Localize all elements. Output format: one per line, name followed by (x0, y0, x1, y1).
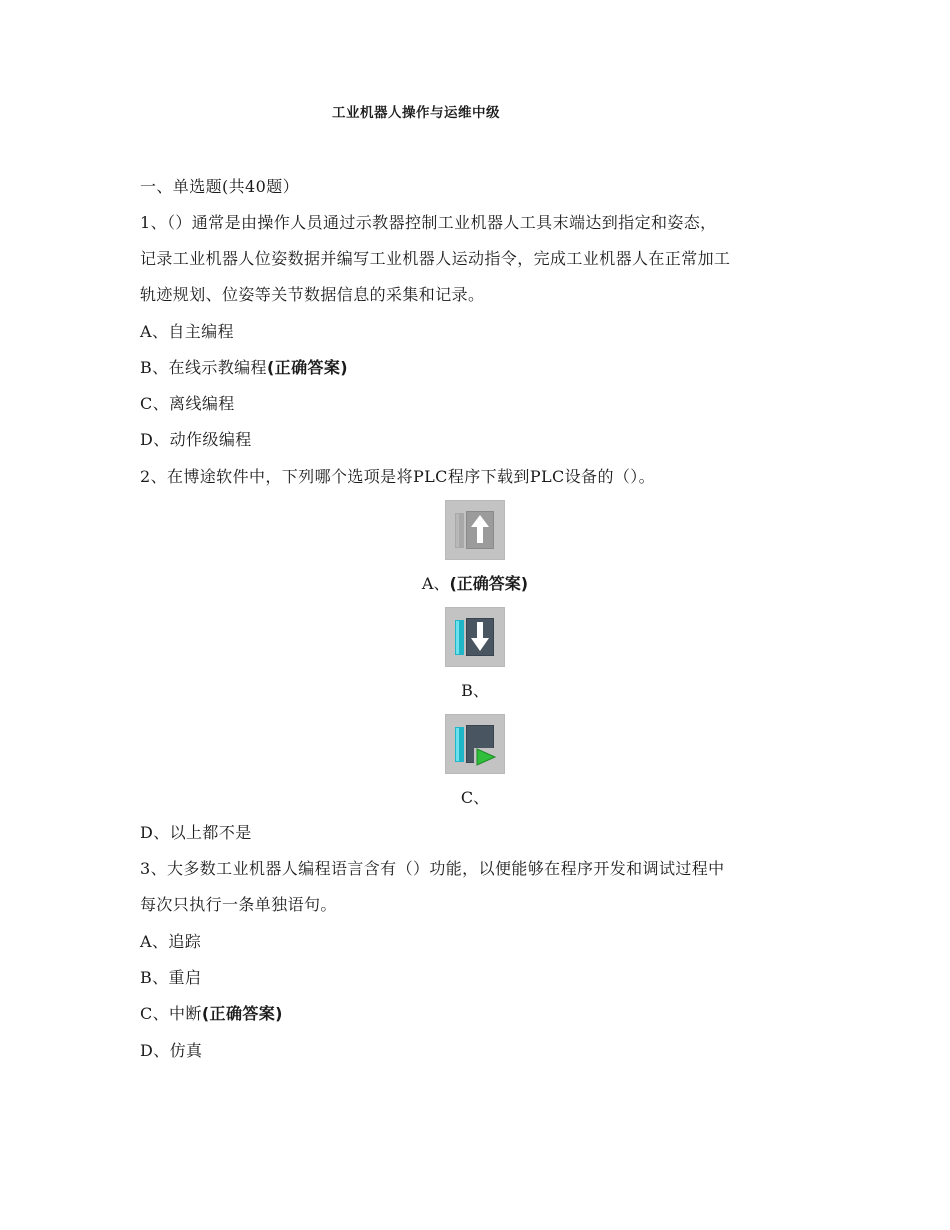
question-1-option-a: A、自主编程 (140, 322, 234, 341)
correct-answer-mark: (正确答案) (449, 574, 529, 593)
question-2-option-d: D、以上都不是 (140, 823, 252, 842)
question-3-option-a: A、追踪 (140, 932, 202, 951)
option-text: A、 (421, 574, 450, 593)
question-3-stem-line-1: 3、大多数工业机器人编程语言含有（）功能，以便能够在程序开发和调试过程中 (140, 859, 725, 878)
question-3-stem-line-2: 每次只执行一条单独语句。 (140, 895, 337, 914)
document-title: 工业机器人操作与运维中级 (332, 105, 500, 121)
question-2-option-c: C、 (460, 788, 490, 807)
question-2-option-a (0, 573, 950, 595)
option-text: C、中断 (140, 1004, 202, 1023)
question-3-option-c (140, 1003, 283, 1025)
question-1-stem-line-1: 1、（）通常是由操作人员通过示教器控制工业机器人工具末端达到指定和姿态， (140, 213, 717, 232)
question-1-option-c: C、离线编程 (140, 394, 235, 413)
question-3-option-b: B、重启 (140, 968, 202, 987)
question-1-stem-line-2: 记录工业机器人位姿数据并编写工业机器人运动指令，完成工业机器人在正常加工 (140, 249, 731, 268)
correct-answer-mark: (正确答案) (201, 1004, 283, 1023)
correct-answer-mark: (正确答案) (266, 358, 348, 377)
start-simulation-icon (445, 714, 505, 774)
section-heading: 一、单选题(共40题） (140, 177, 300, 196)
question-2-stem: 2、在博途软件中，下列哪个选项是将PLC程序下载到PLC设备的（）。 (140, 467, 656, 486)
question-3-option-d: D、仿真 (140, 1041, 203, 1060)
option-text: B、在线示教编程 (140, 358, 267, 377)
question-2-option-b: B、 (461, 681, 489, 700)
question-1-option-b (140, 357, 348, 379)
question-1-option-d: D、动作级编程 (140, 430, 252, 449)
download-to-device-icon (445, 607, 505, 667)
question-1-stem-line-3: 轨迹规划、位姿等关节数据信息的采集和记录。 (140, 285, 485, 304)
upload-from-device-icon (445, 500, 505, 560)
